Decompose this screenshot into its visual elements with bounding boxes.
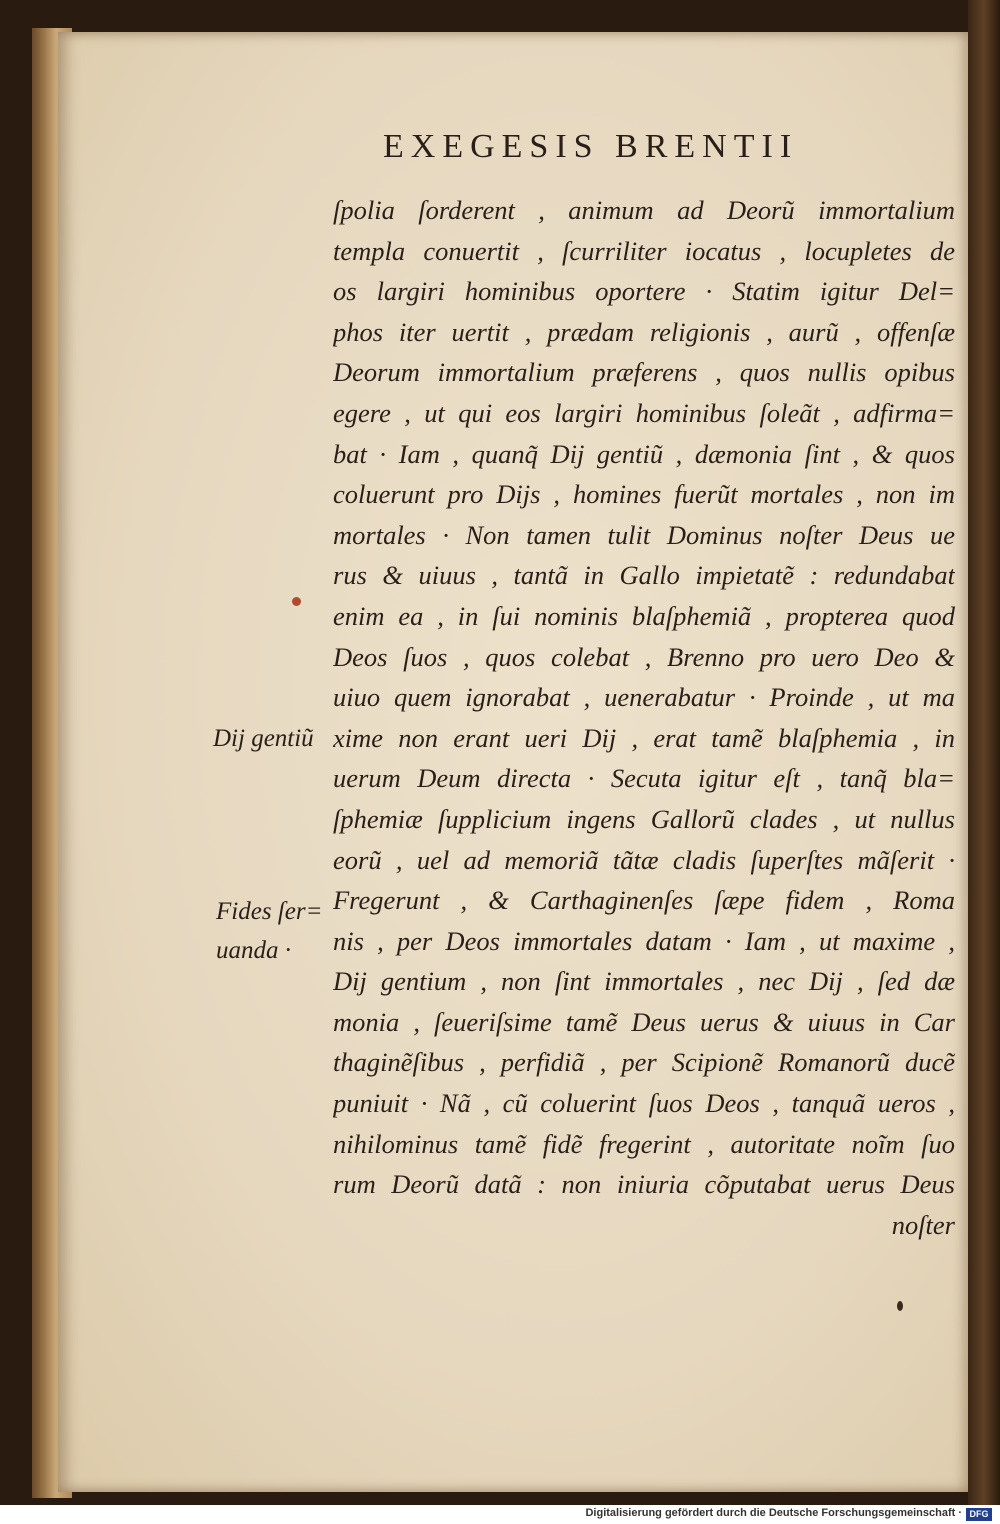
- text-line: os largiri hominibus oportere · Statim igitur Del=: [333, 276, 955, 307]
- marginal-note-uanda: uanda ·: [216, 937, 291, 964]
- footer-credit: Digitalisierung gefördert durch die Deutsche Forschungsgemeinschaft ·: [585, 1507, 962, 1519]
- text-line: nihilominus tamẽ fidẽ fregerint , autoritate noĩm ſuo: [333, 1128, 955, 1159]
- catchword: noſter: [891, 1209, 955, 1240]
- text-line: rum Deorũ datã : non iniuria cõputabat uerus Deus: [333, 1169, 955, 1200]
- text-line: monia , ſeueriſsime tamẽ Deus uerus & uiuus in Car: [333, 1006, 955, 1037]
- book-binding-edge: [968, 0, 1000, 1505]
- text-line: puniuit · Nã , cũ coluerint ſuos Deos , tanquã ueros ,: [333, 1088, 955, 1119]
- text-line: Fregerunt , & Carthaginenſes ſæpe fidem , Roma: [333, 885, 955, 916]
- text-line: uiuo quem ignorabat , uenerabatur · Proinde , ut ma: [333, 682, 955, 713]
- text-line: nis , per Deos immortales datam · Iam , ut maxime ,: [333, 925, 955, 956]
- text-line: rus & uiuus , tantã in Gallo impietatẽ : redundabat: [333, 560, 955, 591]
- marginal-note-fides: Fides ſer=: [216, 898, 323, 925]
- text-line: Deorum immortalium præferens , quos nullis opibus: [333, 357, 955, 388]
- text-line: xime non erant ueri Dij , erat tamẽ blaſphemia , in: [333, 722, 955, 753]
- text-line: enim ea , in ſui nominis blaſphemiã , propterea quod: [333, 600, 955, 631]
- running-head: EXEGESIS BRENTII: [383, 128, 799, 165]
- body-text: [333, 190, 955, 1245]
- text-line: Deos ſuos , quos colebat , Brenno pro uero Deo &: [333, 641, 955, 672]
- text-line: egere , ut qui eos largiri hominibus ſoleãt , adfirma=: [333, 397, 955, 428]
- text-line: thaginẽſibus , perfidiã , per Scipionẽ Romanorũ ducẽ: [333, 1047, 955, 1078]
- text-line: phos iter uertit , prædam religionis , aurũ , offenſæ: [333, 316, 955, 347]
- text-line: ſpolia ſorderent , animum ad Deorũ immortalium: [333, 195, 955, 225]
- marginal-note-dij-gentium: Dij gentiũ: [213, 725, 314, 752]
- text-line: ſphemiæ ſupplicium ingens Gallorũ clades , ut nullus: [333, 803, 955, 834]
- ink-speck: [897, 1301, 903, 1311]
- dfg-logo: DFG: [966, 1508, 992, 1521]
- text-line: Dij gentium , non ſint immortales , nec Dij , ſed dæ: [333, 966, 955, 997]
- text-line: coluerunt pro Dijs , homines fuerũt mortales , non im: [333, 479, 955, 510]
- text-line: templa conuertit , ſcurriliter iocatus , locupletes de: [333, 235, 955, 266]
- text-line: bat · Iam , quanq̃ Dij gentiũ , dæmonia ſint , & quos: [333, 438, 955, 469]
- text-line: uerum Deum directa · Secuta igitur eſt , tanq̃ bla=: [333, 763, 955, 794]
- text-line: eorũ , uel ad memoriã tãtæ cladis ſuperſtes mãſerit ·: [333, 844, 955, 875]
- ink-speck: [292, 597, 301, 606]
- text-line: mortales · Non tamen tulit Dominus noſter Deus ue: [333, 519, 955, 550]
